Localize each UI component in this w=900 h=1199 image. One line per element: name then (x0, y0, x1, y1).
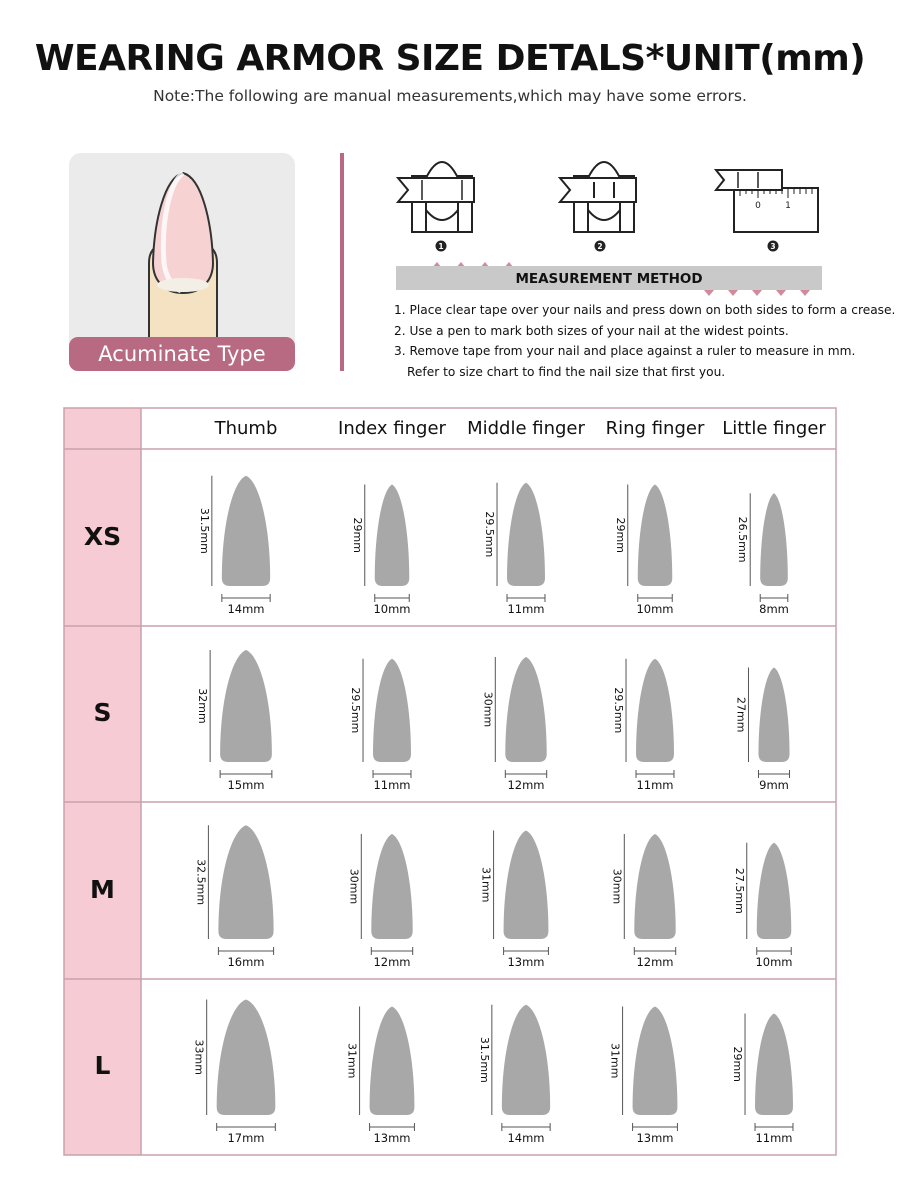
column-header: Thumb (214, 418, 278, 439)
length-label: 32.5mm (194, 859, 208, 906)
ruler-tick-0: 0 (755, 201, 761, 211)
length-label: 27mm (734, 697, 748, 733)
size-label: XS (83, 521, 122, 551)
length-label: 31.5mm (197, 507, 211, 554)
size-label: L (94, 1051, 111, 1080)
length-label: 33mm (192, 1039, 206, 1075)
length-label: 29mm (350, 517, 364, 553)
nail-shape (760, 493, 788, 586)
width-label: 11mm (755, 1131, 793, 1145)
length-label: 31.5mm (477, 1036, 491, 1083)
length-label: 29.5mm (612, 687, 626, 734)
nail-shape (220, 650, 272, 762)
length-label: 29mm (731, 1046, 745, 1082)
nail-shape (502, 1005, 550, 1115)
page-title: WEARING ARMOR SIZE DETALS*UNIT(mm) (34, 38, 866, 79)
nail-shape (638, 485, 673, 587)
width-label: 13mm (507, 955, 545, 969)
column-header: Little finger (722, 418, 826, 439)
width-label: 12mm (373, 955, 411, 969)
table-border (64, 408, 836, 1155)
nail-shape (633, 1007, 678, 1116)
width-label: 14mm (227, 602, 265, 616)
length-label: 27.5mm (732, 867, 746, 914)
length-label: 26.5mm (736, 516, 750, 563)
step-marker-2: 2 (597, 242, 603, 251)
instruction-4: Refer to size chart to find the nail size that first you. (407, 364, 726, 379)
width-label: 10mm (755, 955, 793, 969)
length-label: 29.5mm (349, 687, 363, 734)
width-label: 10mm (636, 602, 674, 616)
step-marker-1: 1 (438, 242, 444, 251)
length-label: 31mm (345, 1043, 359, 1079)
width-label: 11mm (373, 778, 411, 792)
nail-shape (217, 1000, 276, 1116)
nail-shape (507, 483, 545, 586)
column-header: Ring finger (605, 418, 705, 439)
nail-shape (504, 831, 549, 940)
length-label: 29.5mm (483, 511, 497, 558)
nail-shape (505, 657, 546, 762)
instruction-1: 1. Place clear tape over your nails and press down on both sides to form a crease. (394, 303, 896, 317)
length-label: 31mm (608, 1043, 622, 1079)
measurement-note: Note:The following are manual measurements,which may have some errors. (153, 87, 747, 105)
nail-shape (634, 834, 675, 939)
length-label: 30mm (610, 868, 624, 905)
width-label: 12mm (507, 778, 545, 792)
size-label: S (93, 698, 112, 727)
width-label: 11mm (636, 778, 674, 792)
nail-shape (757, 843, 792, 939)
width-label: 10mm (373, 602, 411, 616)
width-label: 17mm (227, 1131, 265, 1145)
length-label: 30mm (481, 691, 495, 728)
width-label: 12mm (636, 955, 674, 969)
nail-shape (755, 1014, 793, 1116)
length-label: 30mm (347, 868, 361, 905)
row-header-fill (64, 408, 141, 1155)
width-label: 13mm (373, 1131, 411, 1145)
step-marker-3: 3 (770, 242, 776, 251)
nail-shape (218, 825, 273, 939)
nail-shape (375, 485, 410, 587)
width-label: 15mm (227, 778, 265, 792)
nail-shape (758, 668, 789, 763)
nail-shape (371, 834, 412, 939)
width-label: 16mm (227, 955, 265, 969)
nail-shape (373, 659, 411, 762)
instruction-2: 2. Use a pen to mark both sizes of your nail at the widest points. (394, 323, 789, 338)
width-label: 11mm (507, 602, 545, 616)
width-label: 8mm (759, 602, 789, 616)
nail-shape (636, 659, 674, 762)
nail-shape (222, 476, 270, 586)
column-header: Middle finger (467, 418, 585, 439)
length-label: 32mm (196, 688, 210, 724)
length-label: 31mm (479, 867, 493, 903)
length-label: 29mm (613, 517, 627, 553)
column-header: Index finger (338, 418, 446, 439)
method-title: MEASUREMENT METHOD (515, 271, 703, 287)
width-label: 9mm (759, 778, 789, 792)
width-label: 14mm (507, 1131, 545, 1145)
type-label: Acuminate Type (69, 337, 295, 371)
nail-shape (370, 1007, 415, 1116)
size-label: M (90, 874, 115, 904)
instruction-3: 3. Remove tape from your nail and place against a ruler to measure in mm. (394, 344, 856, 358)
width-label: 13mm (636, 1131, 674, 1145)
ruler-tick-1: 1 (785, 201, 791, 211)
